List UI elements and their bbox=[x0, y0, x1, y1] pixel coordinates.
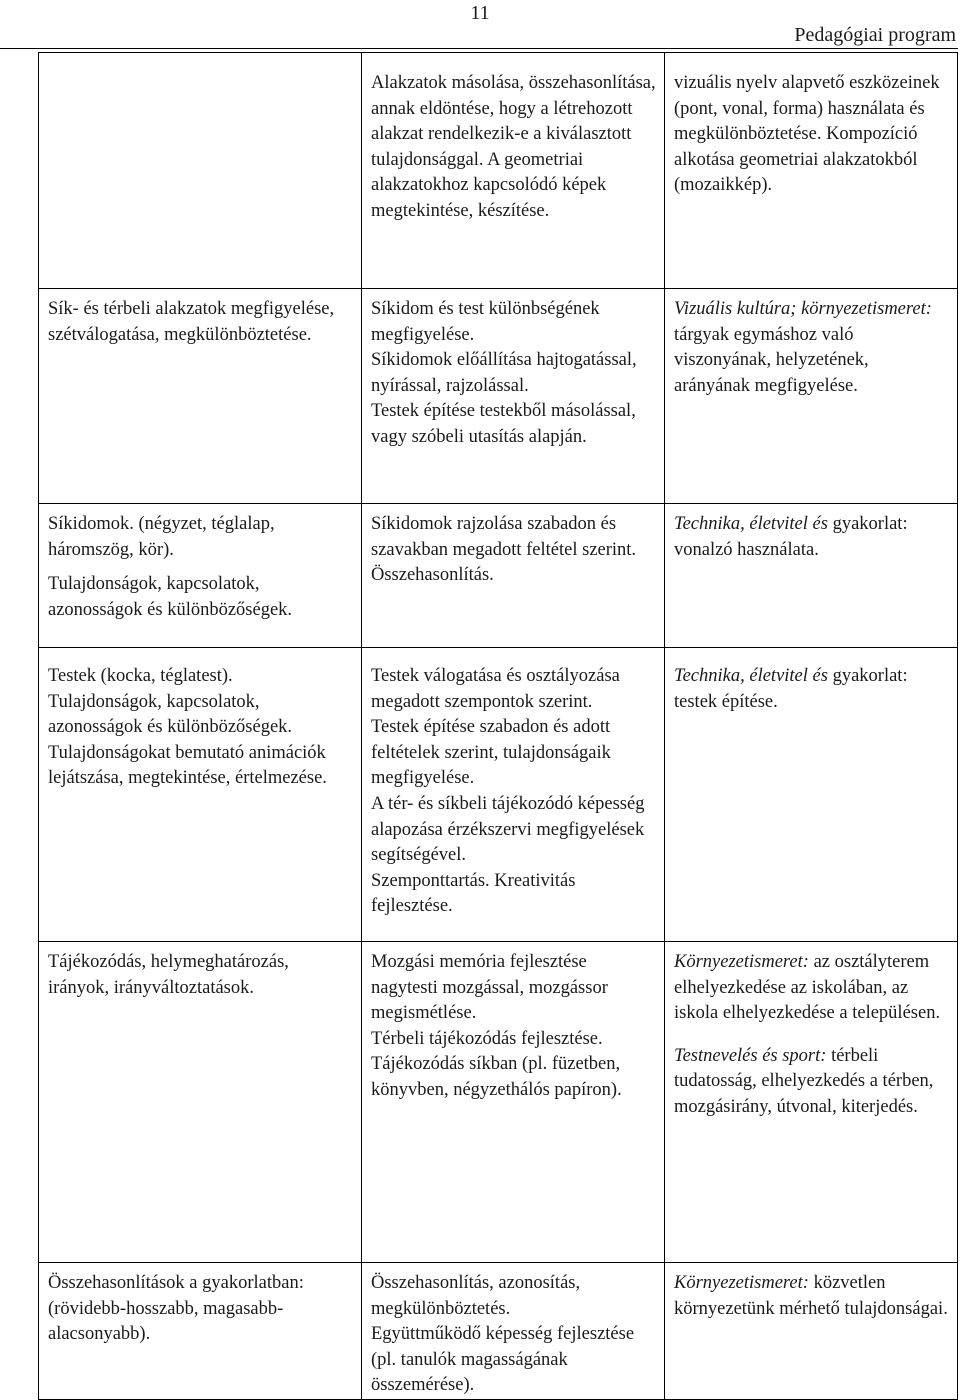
topic-cell bbox=[39, 1263, 362, 1400]
connection-text: gyakorlat: testek építése. bbox=[674, 666, 908, 712]
activity-text: A tér- és síkbeli tájékozódó képesség alapozása érzékszervi megfigyelések segítségével. bbox=[371, 793, 645, 866]
activity-text: Testek válogatása és osztályozása megadott szempontok szerint. bbox=[371, 666, 620, 712]
topic-text: Síkidomok. (négyzet, téglalap, háromszög, kör). bbox=[48, 514, 275, 560]
topic-cell bbox=[39, 942, 362, 1263]
subject-reference: Vizuális kultúra; környezetismeret: bbox=[674, 299, 932, 319]
connection-cell bbox=[665, 1263, 958, 1400]
subject-reference: Technika, életvitel és bbox=[674, 666, 828, 686]
connection-text: vizuális nyelv alapvető eszközeinek (pont, vonal, forma) használata és megkülönböztetése. Kompozíció alkotása geometriai alakzatokból (mozaikkép). bbox=[674, 73, 940, 196]
table-row bbox=[39, 504, 958, 648]
table-row bbox=[39, 1263, 958, 1400]
activity-text: Együttműködő képesség fejlesztése (pl. tanulók magasságának összemérése). bbox=[371, 1324, 635, 1396]
topic-text: Sík- és térbeli alakzatok megfigyelése, szétválogatása, megkülönböztetése. bbox=[48, 299, 335, 345]
activity-text: Síkidomok rajzolása szabadon és szavakban megadott feltétel szerint. bbox=[371, 514, 637, 560]
activity-text: Testek építése szabadon és adott feltételek szerint, tulajdonságaik megfigyelése. bbox=[371, 717, 611, 789]
header-rule bbox=[0, 48, 958, 49]
page-number: 11 bbox=[470, 2, 490, 24]
activity-text: Tájékozódás síkban (pl. füzetben, könyvben, négyzethálós papíron). bbox=[371, 1054, 622, 1100]
activity-text: Szemponttartás. Kreativitás fejlesztése. bbox=[371, 870, 576, 917]
activity-text: Testek építése testekből másolással, vagy szóbeli utasítás alapján. bbox=[371, 401, 636, 447]
subject-reference: Környezetismeret: bbox=[674, 1273, 809, 1293]
connection-text: közvetlen környezetünk mérhető tulajdonságai. bbox=[674, 1273, 948, 1319]
connection-cell bbox=[665, 504, 958, 648]
program-title: Pedagógiai program bbox=[794, 24, 956, 46]
connection-cell bbox=[665, 648, 958, 942]
activity-cell bbox=[362, 289, 665, 504]
table-row bbox=[39, 942, 958, 1263]
table-row bbox=[39, 53, 958, 289]
activity-cell bbox=[362, 504, 665, 648]
activity-text: Összehasonlítás. bbox=[371, 565, 494, 586]
topic-text: Testek (kocka, téglatest). bbox=[48, 666, 233, 686]
connection-text: az osztályterem elhelyezkedése az iskolában, az iskola elhelyezkedése a településen. bbox=[674, 952, 941, 1024]
topic-cell bbox=[39, 504, 362, 648]
activity-text: Alakzatok másolása, összehasonlítása, annak eldöntése, hogy a létrehozott alakzat rendelkezik-e a kiválasztott tulajdonsággal. A geometriai alakzatokhoz kapcsolódó képek megtekintése, készítése. bbox=[371, 73, 656, 221]
activity-text: Mozgási memória fejlesztése nagytesti mozgással, mozgássor megismétlése. bbox=[371, 952, 608, 1024]
activity-cell bbox=[362, 53, 665, 289]
topic-text: Tájékozódás, helymeghatározás, irányok, irányváltoztatások. bbox=[48, 952, 289, 998]
activity-cell bbox=[362, 1263, 665, 1400]
topic-text: Tulajdonságok, kapcsolatok, azonosságok és különbözőségek. bbox=[48, 691, 293, 738]
connection-cell bbox=[665, 289, 958, 504]
subject-reference: Testnevelés és sport: bbox=[674, 1045, 827, 1066]
table-row bbox=[39, 289, 958, 504]
activity-text: Síkidomok előállítása hajtogatással, nyírással, rajzolással. bbox=[371, 350, 637, 396]
connection-text: tárgyak egymáshoz való viszonyának, helyzetének, arányának megfigyelése. bbox=[674, 324, 869, 396]
topic-cell bbox=[39, 53, 362, 289]
activity-text: Síkidom és test különbségének megfigyelése. bbox=[371, 299, 600, 345]
topic-text: Összehasonlítások a gyakorlatban: (rövidebb-hosszabb, magasabb-alacsonyabb). bbox=[48, 1273, 304, 1345]
table-row bbox=[39, 648, 958, 942]
connection-text: térbeli tudatosság, elhelyezkedés a térben, mozgásirány, útvonal, kiterjedés. bbox=[674, 1045, 934, 1117]
curriculum-table bbox=[38, 52, 958, 1400]
topic-text: Tulajdonságok, kapcsolatok, azonosságok és különbözőségek. bbox=[48, 574, 293, 620]
subject-reference: Technika, életvitel és bbox=[674, 514, 828, 534]
activity-text: Térbeli tájékozódás fejlesztése. bbox=[371, 1028, 603, 1049]
topic-cell bbox=[39, 648, 362, 942]
activity-cell bbox=[362, 648, 665, 942]
activity-text: Összehasonlítás, azonosítás, megkülönböztetés. bbox=[371, 1273, 581, 1319]
connection-cell bbox=[665, 53, 958, 289]
activity-cell bbox=[362, 942, 665, 1263]
subject-reference: Környezetismeret: bbox=[674, 952, 809, 972]
topic-cell bbox=[39, 289, 362, 504]
topic-text: Tulajdonságokat bemutató animációk lejátszása, megtekintése, értelmezése. bbox=[48, 742, 327, 789]
connection-cell bbox=[665, 942, 958, 1263]
connection-text: gyakorlat: vonalzó használata. bbox=[674, 514, 908, 560]
